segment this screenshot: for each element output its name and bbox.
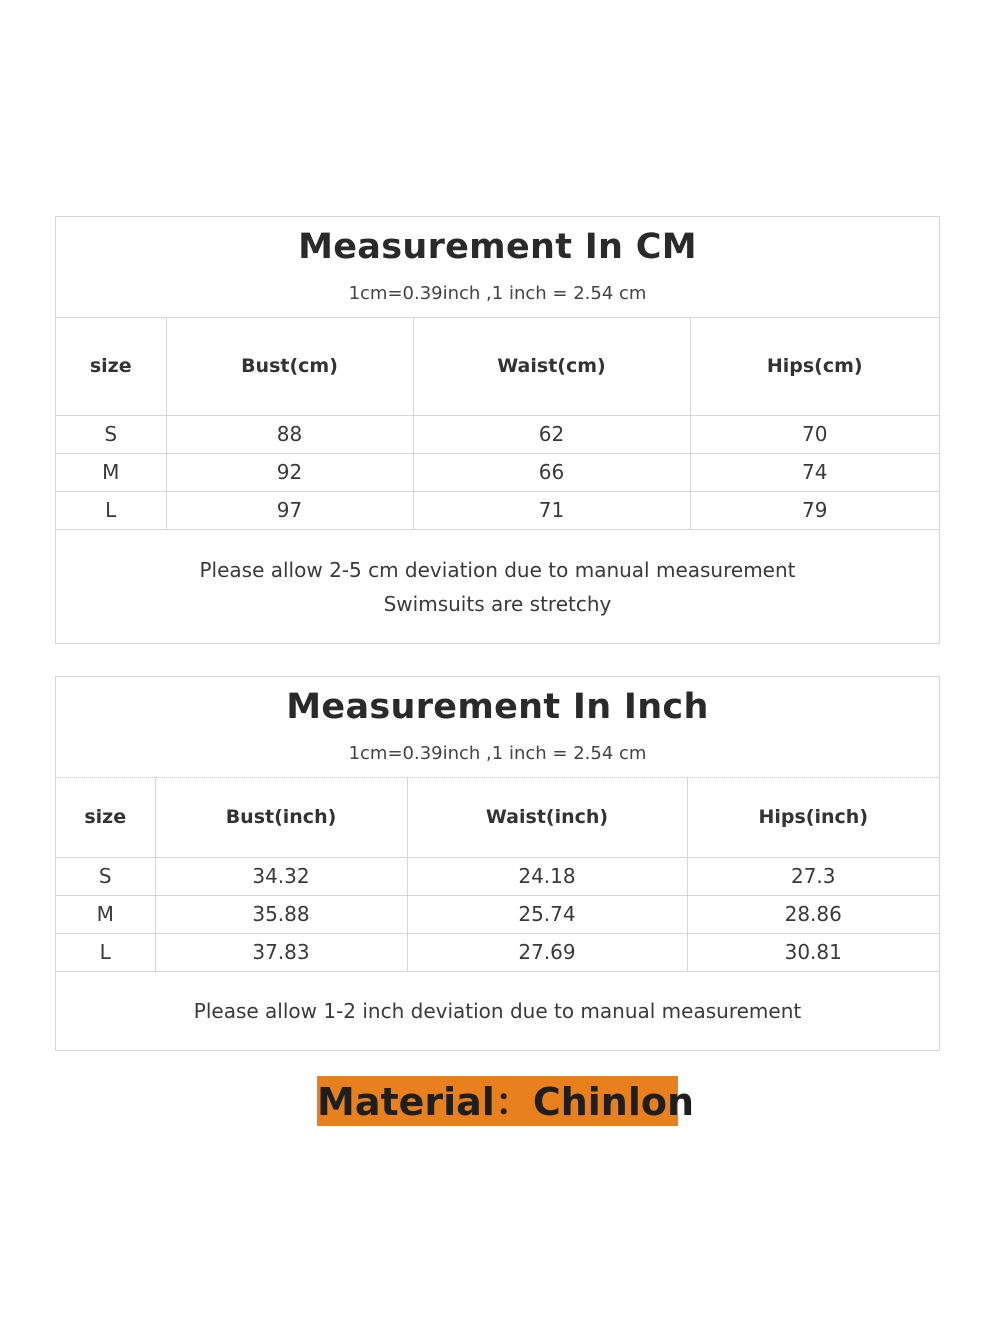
table-row bbox=[56, 415, 939, 453]
table-row bbox=[56, 857, 939, 895]
size-cell: L bbox=[56, 933, 155, 971]
hips-cell: 27.3 bbox=[687, 857, 939, 895]
column-header-waist: Waist(cm) bbox=[413, 317, 690, 415]
material-banner: Material：Chinlon bbox=[317, 1076, 678, 1126]
bust-cell: 35.88 bbox=[155, 895, 407, 933]
size-cell: L bbox=[56, 491, 166, 529]
column-header-hips: Hips(inch) bbox=[687, 777, 939, 857]
table-header-row bbox=[56, 317, 939, 415]
column-header-size: size bbox=[56, 317, 166, 415]
column-header-waist: Waist(inch) bbox=[407, 777, 687, 857]
column-header-bust: Bust(inch) bbox=[155, 777, 407, 857]
bust-cell: 92 bbox=[166, 453, 413, 491]
hips-cell: 70 bbox=[690, 415, 939, 453]
waist-cell: 71 bbox=[413, 491, 690, 529]
table-row bbox=[56, 895, 939, 933]
bust-cell: 34.32 bbox=[155, 857, 407, 895]
column-header-size: size bbox=[56, 777, 155, 857]
table-header-row bbox=[56, 777, 939, 857]
column-header-hips: Hips(cm) bbox=[690, 317, 939, 415]
size-cell: M bbox=[56, 453, 166, 491]
waist-cell: 62 bbox=[413, 415, 690, 453]
waist-cell: 27.69 bbox=[407, 933, 687, 971]
size-cell: S bbox=[56, 415, 166, 453]
size-cell: M bbox=[56, 895, 155, 933]
cm-chart-title: Measurement In CM bbox=[298, 227, 697, 267]
bust-cell: 37.83 bbox=[155, 933, 407, 971]
cm-size-table bbox=[56, 317, 939, 530]
waist-cell: 66 bbox=[413, 453, 690, 491]
cm-size-chart bbox=[55, 216, 940, 644]
inch-chart-header bbox=[56, 677, 939, 778]
waist-cell: 25.74 bbox=[407, 895, 687, 933]
cm-chart-header bbox=[56, 217, 939, 318]
inch-chart-title: Measurement In Inch bbox=[286, 687, 709, 727]
size-cell: S bbox=[56, 857, 155, 895]
hips-cell: 28.86 bbox=[687, 895, 939, 933]
inch-chart-conversion-note: 1cm=0.39inch ,1 inch = 2.54 cm bbox=[348, 743, 647, 764]
inch-size-chart bbox=[55, 676, 940, 1051]
inch-size-table bbox=[56, 777, 939, 972]
cm-chart-conversion-note: 1cm=0.39inch ,1 inch = 2.54 cm bbox=[348, 283, 647, 304]
table-row bbox=[56, 933, 939, 971]
column-header-bust: Bust(cm) bbox=[166, 317, 413, 415]
deviation-note: Please allow 2-5 cm deviation due to manual measurement bbox=[199, 558, 796, 582]
table-row bbox=[56, 453, 939, 491]
bust-cell: 88 bbox=[166, 415, 413, 453]
deviation-note: Please allow 1-2 inch deviation due to manual measurement bbox=[193, 999, 802, 1023]
stretch-note: Swimsuits are stretchy bbox=[383, 592, 612, 616]
inch-chart-footnote bbox=[56, 994, 939, 1028]
hips-cell: 74 bbox=[690, 453, 939, 491]
table-row bbox=[56, 491, 939, 529]
hips-cell: 79 bbox=[690, 491, 939, 529]
bust-cell: 97 bbox=[166, 491, 413, 529]
cm-chart-footnote bbox=[56, 553, 939, 621]
waist-cell: 24.18 bbox=[407, 857, 687, 895]
hips-cell: 30.81 bbox=[687, 933, 939, 971]
